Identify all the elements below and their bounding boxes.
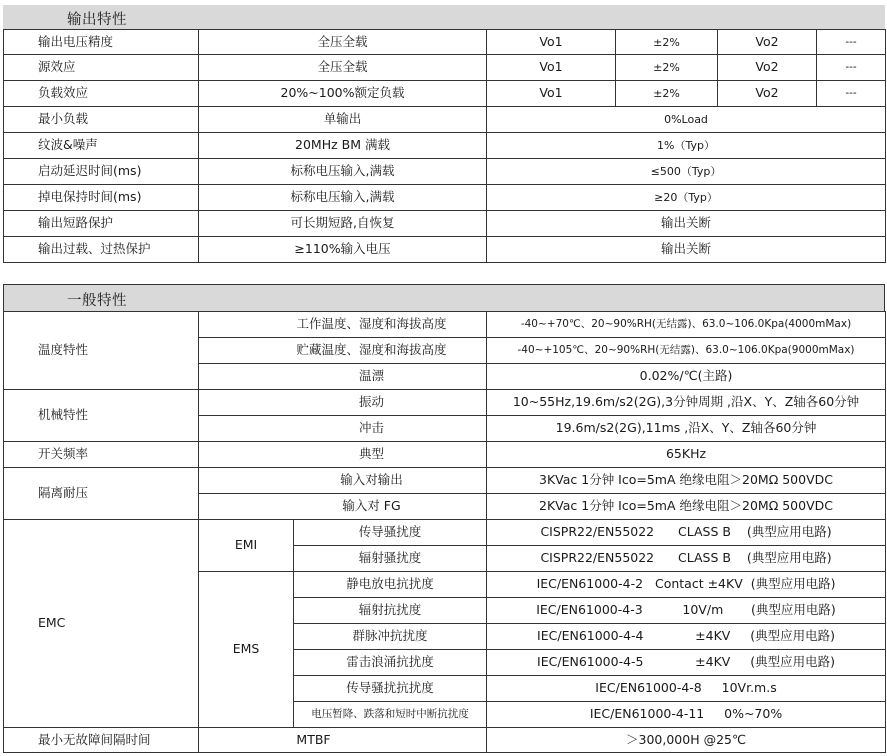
vo2-value: --- bbox=[817, 30, 886, 55]
param-condition: 静电放电抗扰度 bbox=[294, 572, 487, 598]
table-row bbox=[4, 185, 886, 211]
param-condition: ≥110%输入电压 bbox=[199, 237, 487, 263]
param-value: CISPR22/EN55022 CLASS B (典型应用电路) bbox=[487, 546, 886, 572]
table-row bbox=[4, 159, 886, 185]
ems-group-label: EMS bbox=[199, 572, 294, 728]
param-name: 掉电保持时间(ms) bbox=[4, 185, 199, 211]
param-condition: 群脉冲抗扰度 bbox=[294, 624, 487, 650]
param-value: 0%Load bbox=[487, 107, 886, 133]
table-row bbox=[4, 468, 886, 494]
freq-label: 开关频率 bbox=[4, 442, 199, 468]
table-row bbox=[4, 55, 886, 81]
param-value: IEC/EN61000-4-2 Contact ±4KV (典型应用电路) bbox=[487, 572, 886, 598]
table-row bbox=[4, 390, 886, 416]
param-name: 输出电压精度 bbox=[4, 30, 199, 55]
param-condition: 输入对输出 bbox=[199, 468, 487, 494]
output-section-title: 输出特性 bbox=[67, 12, 127, 28]
param-name: 最小负载 bbox=[4, 107, 199, 133]
general-section-title: 一般特性 bbox=[67, 293, 127, 309]
param-value: 2KVac 1分钟 Ico=5mA 绝缘电阻＞20MΩ 500VDC bbox=[487, 494, 886, 520]
vo2-label: Vo2 bbox=[718, 55, 817, 81]
param-condition: 标称电压输入,满载 bbox=[199, 185, 487, 211]
table-row bbox=[4, 520, 886, 546]
param-name: 源效应 bbox=[4, 55, 199, 81]
param-condition: 贮藏温度、湿度和海拔高度 bbox=[199, 338, 487, 364]
param-name: 输出过载、过热保护 bbox=[4, 237, 199, 263]
param-condition: 振动 bbox=[199, 390, 487, 416]
param-condition: 20MHz BM 满载 bbox=[199, 133, 487, 159]
param-value: 1%（Typ） bbox=[487, 133, 886, 159]
param-condition: 冲击 bbox=[199, 416, 487, 442]
emi-group-label: EMI bbox=[199, 520, 294, 572]
param-value: 3KVac 1分钟 Ico=5mA 绝缘电阻＞20MΩ 500VDC bbox=[487, 468, 886, 494]
param-condition: 传导骚扰抗扰度 bbox=[294, 676, 487, 702]
temp-group-label: 温度特性 bbox=[4, 312, 199, 390]
vo1-label: Vo1 bbox=[487, 55, 616, 81]
param-value: IEC/EN61000-4-11 0%~70% bbox=[487, 702, 886, 728]
table-row bbox=[4, 133, 886, 159]
iso-group-label: 隔离耐压 bbox=[4, 468, 199, 520]
param-condition: 典型 bbox=[199, 442, 487, 468]
param-name: 启动延迟时间(ms) bbox=[4, 159, 199, 185]
vo1-label: Vo1 bbox=[487, 30, 616, 55]
param-value: -40~+70℃、20~90%RH(无结露)、63.0~106.0Kpa(4000mMax) bbox=[487, 312, 886, 338]
vo1-value: ±2% bbox=[616, 30, 718, 55]
table-row bbox=[4, 728, 886, 753]
general-spec-table bbox=[3, 311, 886, 753]
param-value: 0.02%/℃(主路) bbox=[487, 364, 886, 390]
param-condition: 工作温度、湿度和海拔高度 bbox=[199, 312, 487, 338]
param-value: 输出关断 bbox=[487, 237, 886, 263]
param-value: ≥20（Typ） bbox=[487, 185, 886, 211]
output-spec-table bbox=[3, 29, 886, 263]
output-section-header bbox=[3, 5, 885, 29]
param-condition: 单输出 bbox=[199, 107, 487, 133]
param-condition: 辐射抗扰度 bbox=[294, 598, 487, 624]
table-row bbox=[4, 211, 886, 237]
table-row bbox=[4, 30, 886, 55]
table-row bbox=[4, 107, 886, 133]
vo2-value: --- bbox=[817, 55, 886, 81]
param-name: 纹波&噪声 bbox=[4, 133, 199, 159]
param-value: IEC/EN61000-4-8 10Vr.m.s bbox=[487, 676, 886, 702]
mtbf-label: 最小无故障间隔时间 bbox=[4, 728, 199, 753]
mech-group-label: 机械特性 bbox=[4, 390, 199, 442]
param-condition: 辐射骚扰度 bbox=[294, 546, 487, 572]
param-value: 19.6m/s2(2G),11ms ,沿X、Y、Z轴各60分钟 bbox=[487, 416, 886, 442]
param-value: 10~55Hz,19.6m/s2(2G),3分钟周期 ,沿X、Y、Z轴各60分钟 bbox=[487, 390, 886, 416]
vo1-value: ±2% bbox=[616, 81, 718, 107]
vo2-value: --- bbox=[817, 81, 886, 107]
table-row bbox=[4, 312, 886, 338]
param-value: IEC/EN61000-4-5 ±4KV (典型应用电路) bbox=[487, 650, 886, 676]
param-value: ＞300,000H @25℃ bbox=[487, 728, 886, 753]
param-value: IEC/EN61000-4-3 10V/m (典型应用电路) bbox=[487, 598, 886, 624]
param-condition: 输入对 FG bbox=[199, 494, 487, 520]
table-row bbox=[4, 237, 886, 263]
param-value: ≤500（Typ） bbox=[487, 159, 886, 185]
param-value: 输出关断 bbox=[487, 211, 886, 237]
table-row bbox=[4, 81, 886, 107]
param-name: 负载效应 bbox=[4, 81, 199, 107]
vo2-label: Vo2 bbox=[718, 81, 817, 107]
param-value: 65KHz bbox=[487, 442, 886, 468]
general-section-header bbox=[3, 284, 885, 311]
param-condition: 电压暂降、跌落和短时中断抗扰度 bbox=[294, 702, 487, 728]
param-name: 输出短路保护 bbox=[4, 211, 199, 237]
param-value: -40~+105℃、20~90%RH(无结露)、63.0~106.0Kpa(9000mMax) bbox=[487, 338, 886, 364]
param-condition: 20%~100%额定负载 bbox=[199, 81, 487, 107]
param-condition: 温漂 bbox=[199, 364, 487, 390]
param-value: CISPR22/EN55022 CLASS B (典型应用电路) bbox=[487, 520, 886, 546]
param-condition: 雷击浪涌抗扰度 bbox=[294, 650, 487, 676]
param-condition: 全压全载 bbox=[199, 55, 487, 81]
table-row bbox=[4, 442, 886, 468]
vo2-label: Vo2 bbox=[718, 30, 817, 55]
param-condition: 全压全载 bbox=[199, 30, 487, 55]
vo1-value: ±2% bbox=[616, 55, 718, 81]
param-condition: MTBF bbox=[199, 728, 487, 753]
param-condition: 可长期短路,自恢复 bbox=[199, 211, 487, 237]
param-condition: 标称电压输入,满载 bbox=[199, 159, 487, 185]
emc-group-label: EMC bbox=[4, 520, 199, 728]
param-value: IEC/EN61000-4-4 ±4KV (典型应用电路) bbox=[487, 624, 886, 650]
vo1-label: Vo1 bbox=[487, 81, 616, 107]
param-condition: 传导骚扰度 bbox=[294, 520, 487, 546]
